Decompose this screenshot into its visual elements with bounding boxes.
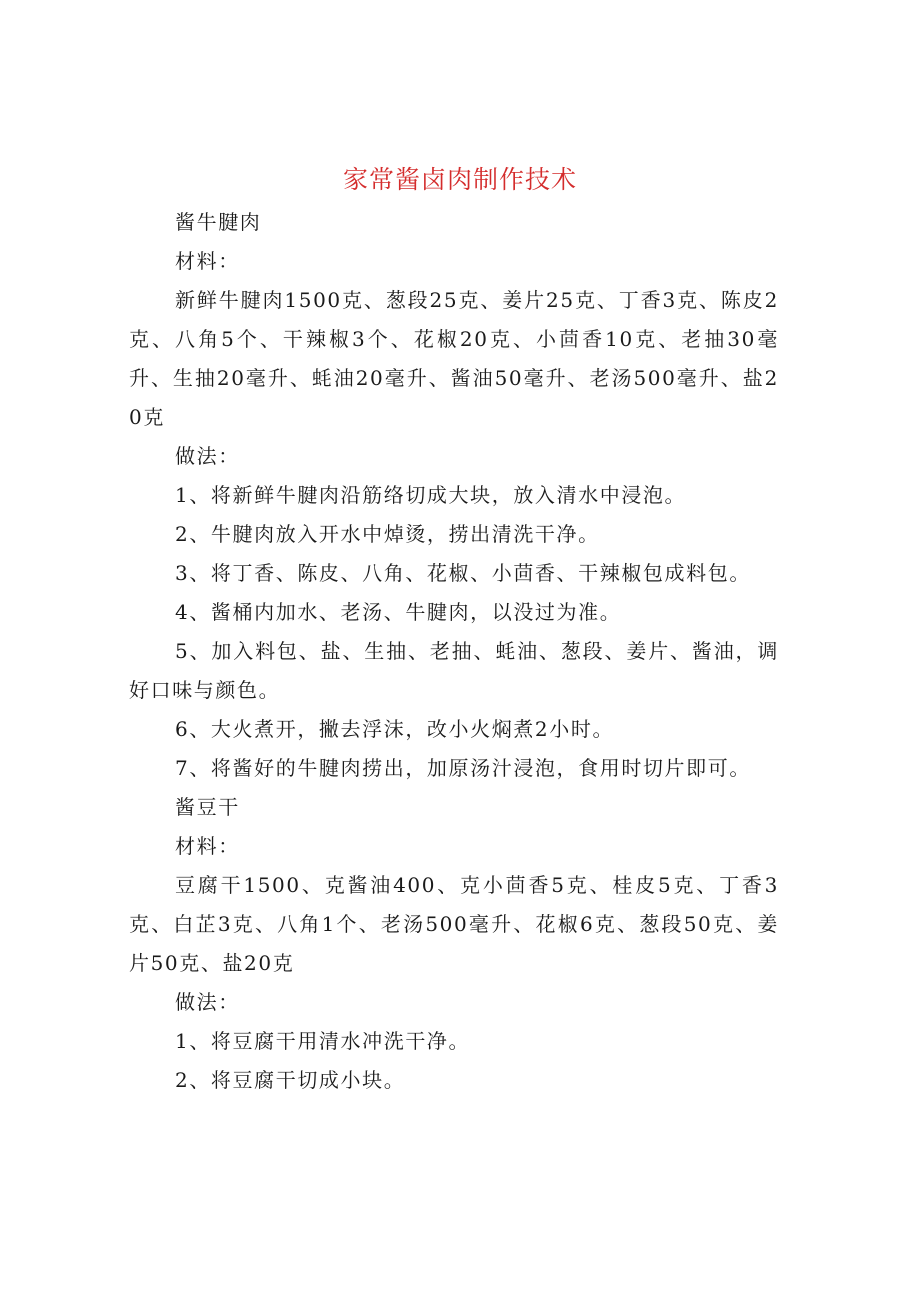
document-title: 家常酱卤肉制作技术 <box>342 165 577 194</box>
method-label: 做法： <box>175 444 240 468</box>
method-step: 5、加入料包、盐、生抽、老抽、蚝油、葱段、姜片、酱油，调好口味与颜色。 <box>129 639 779 702</box>
materials-label: 材料： <box>175 834 240 858</box>
section-heading: 酱豆干 <box>175 795 240 819</box>
method-label: 做法： <box>175 990 240 1014</box>
section-heading: 酱牛腱肉 <box>175 210 262 234</box>
method-step: 7、将酱好的牛腱肉捞出，加原汤汁浸泡，食用时切片即可。 <box>175 756 751 780</box>
materials-text: 豆腐干1500、克酱油400、克小茴香5克、桂皮5克、丁香3克、白芷3克、八角1个、老汤500毫升、花椒6克、葱段50克、姜片50克、盐20克 <box>129 873 779 975</box>
materials-label: 材料： <box>175 249 240 273</box>
document-body <box>129 203 779 1100</box>
method-step: 1、将豆腐干用清水冲洗干净。 <box>175 1029 471 1053</box>
materials-text: 新鲜牛腱肉1500克、葱段25克、姜片25克、丁香3克、陈皮2克、八角5个、干辣椒3个、花椒20克、小茴香10克、老抽30毫升、生抽20毫升、蚝油20毫升、酱油50毫升、老汤500毫升、盐20克 <box>129 288 779 429</box>
method-step: 4、酱桶内加水、老汤、牛腱肉，以没过为准。 <box>175 600 622 624</box>
method-step: 2、牛腱肉放入开水中焯烫，捞出清洗干净。 <box>175 522 600 546</box>
method-step: 1、将新鲜牛腱肉沿筋络切成大块，放入清水中浸泡。 <box>175 483 687 507</box>
method-step: 6、大火煮开，撇去浮沫，改小火焖煮2小时。 <box>175 717 615 741</box>
method-step: 2、将豆腐干切成小块。 <box>175 1068 406 1092</box>
method-step: 3、将丁香、陈皮、八角、花椒、小茴香、干辣椒包成料包。 <box>175 561 751 585</box>
